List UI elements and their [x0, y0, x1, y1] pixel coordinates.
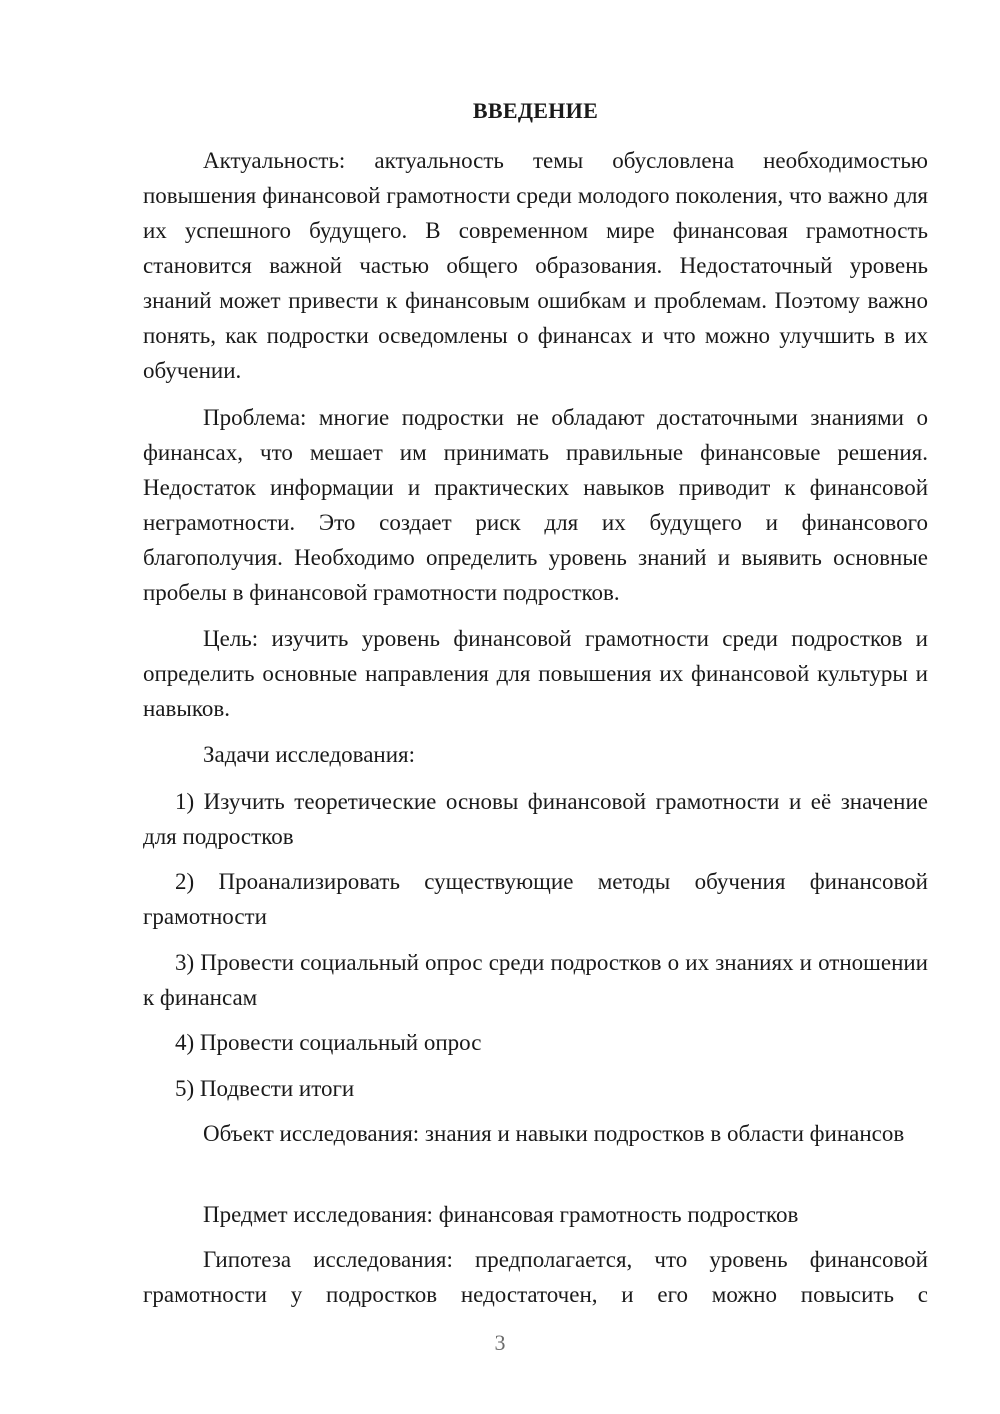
tasks-heading: Задачи исследования:: [203, 742, 416, 767]
object-paragraph: Объект исследования: знания и навыки подростков в области финансов: [203, 1121, 905, 1146]
goal-paragraph: Цель: изучить уровень финансовой грамотности среди подростков и определить основные направления для повышения их финансовой культуры и навыков.: [143, 626, 928, 721]
problem-paragraph: Проблема: многие подростки не обладают достаточными знаниями о финансах, что мешает им принимать правильные финансовые решения. Недостаток информации и практических навыков приводит к финансовой неграмотности. Это создает риск для их будущего и финансового благополучия. Необходимо определить уровень знаний и выявить основные пробелы в финансовой грамотности подростков.: [143, 405, 928, 605]
task-item-4: 4) Провести социальный опрос: [175, 1030, 482, 1055]
page-number: 3: [494, 1330, 506, 1355]
hypothesis-paragraph: Гипотеза исследования: предполагается, что уровень финансовой грамотности у подростков недостаточен, и его можно повысить с: [143, 1247, 928, 1307]
relevance-paragraph: Актуальность: актуальность темы обусловлена необходимостью повышения финансовой грамотности среди молодого поколения, что важно для их успешного будущего. В современном мире финансовая грамотность становится важной частью общего образования. Недостаточный уровень знаний может привести к финансовым ошибкам и проблемам. Поэтому важно понять, как подростки осведомлены о финансах и что можно улучшить в их обучении.: [143, 148, 928, 383]
task-item-1: 1) Изучить теоретические основы финансовой грамотности и её значение для подростков: [143, 789, 928, 849]
subject-paragraph: Предмет исследования: финансовая грамотность подростков: [203, 1202, 799, 1227]
task-item-5: 5) Подвести итоги: [175, 1076, 355, 1101]
section-title: ВВЕДЕНИЕ: [472, 98, 599, 123]
task-item-3: 3) Провести социальный опрос среди подростков о их знаниях и отношении к финансам: [143, 950, 928, 1010]
task-item-2: 2) Проанализировать существующие методы обучения финансовой грамотности: [143, 869, 928, 929]
